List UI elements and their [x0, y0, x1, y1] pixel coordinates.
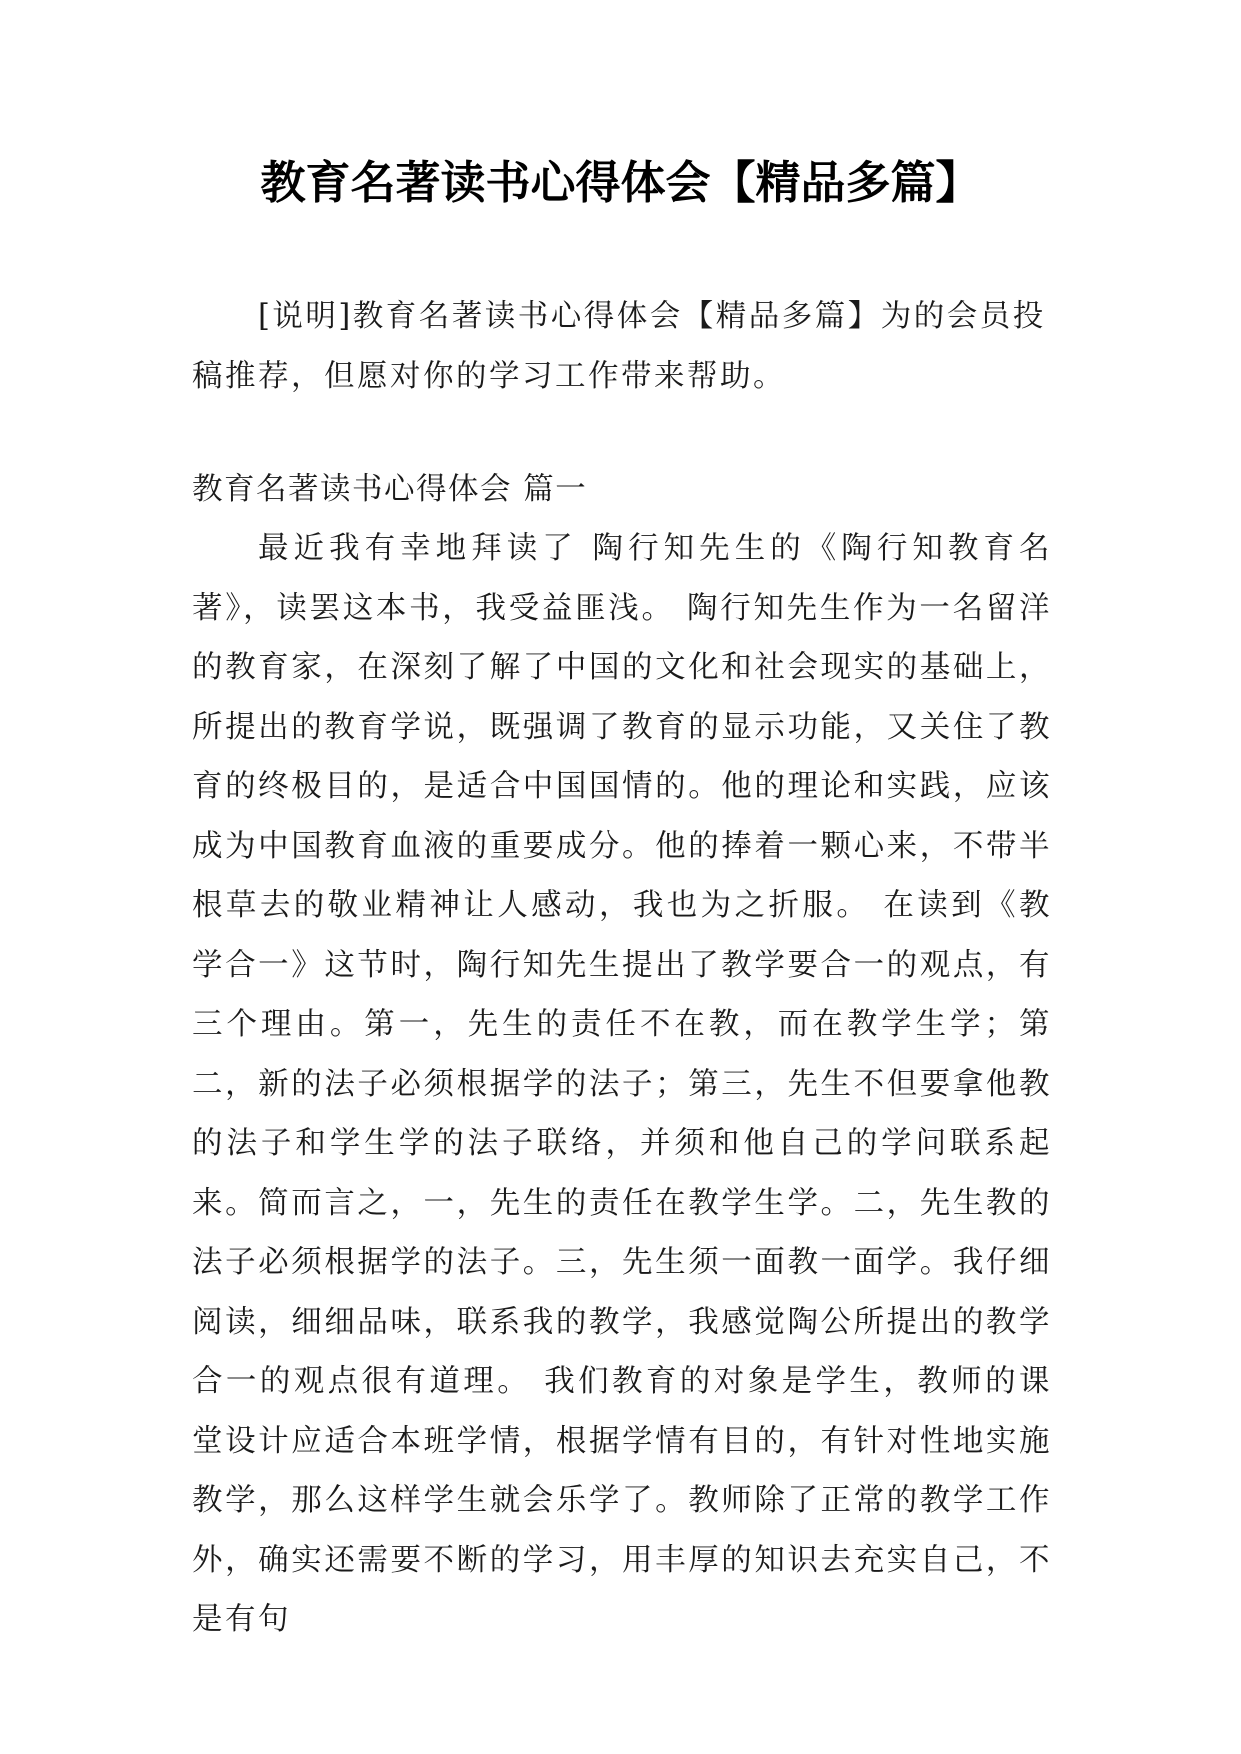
- section-heading: 教育名著读书心得体会 篇一: [192, 472, 588, 507]
- document-title: 教育名著读书心得体会【精品多篇】: [260, 156, 981, 209]
- body-paragraph: 最近我有幸地拜读了 陶行知先生的《陶行知教育名著》，读罢这本书，我受益匪浅。 陶行知先生作为一名留洋的教育家，在深刻了解了中国的文化和社会现实的基础上，所提出的教育学说，既强调了教育的显示功能，又关住了教育的终极目的，是适合中国国情的。他的理论和实践，应该成为中国教育血液的重要成分。他的捧着一颗心来，不带半根草去的敬业精神让人感动，我也为之折服。 在读到《教学合一》这节时，陶行知先生提出了教学要合一的观点，有三个理由。第一，先生的责任不在教，而在教学生学；第二，新的法子必须根据学的法子；第三，先生不但要拿他教的法子和学生学的法子联络，并须和他自己的学问联系起来。简而言之，一，先生的责任在教学生学。二，先生教的法子必须根据学的法子。三，先生须一面教一面学。我仔细阅读，细细品味，联系我的教学，我感觉陶公所提出的教学合一的观点很有道理。 我们教育的对象是学生，教师的课堂设计应适合本班学情，根据学情有目的，有针对性地实施教学，那么这样学生就会乐学了。教师除了正常的教学工作外，确实还需要不断的学习，用丰厚的知识去充实自己，不是有句: [192, 531, 1052, 1637]
- intro-paragraph: [说明]教育名著读书心得体会【精品多篇】为的会员投稿推荐，但愿对你的学习工作带来帮助。: [192, 299, 1046, 394]
